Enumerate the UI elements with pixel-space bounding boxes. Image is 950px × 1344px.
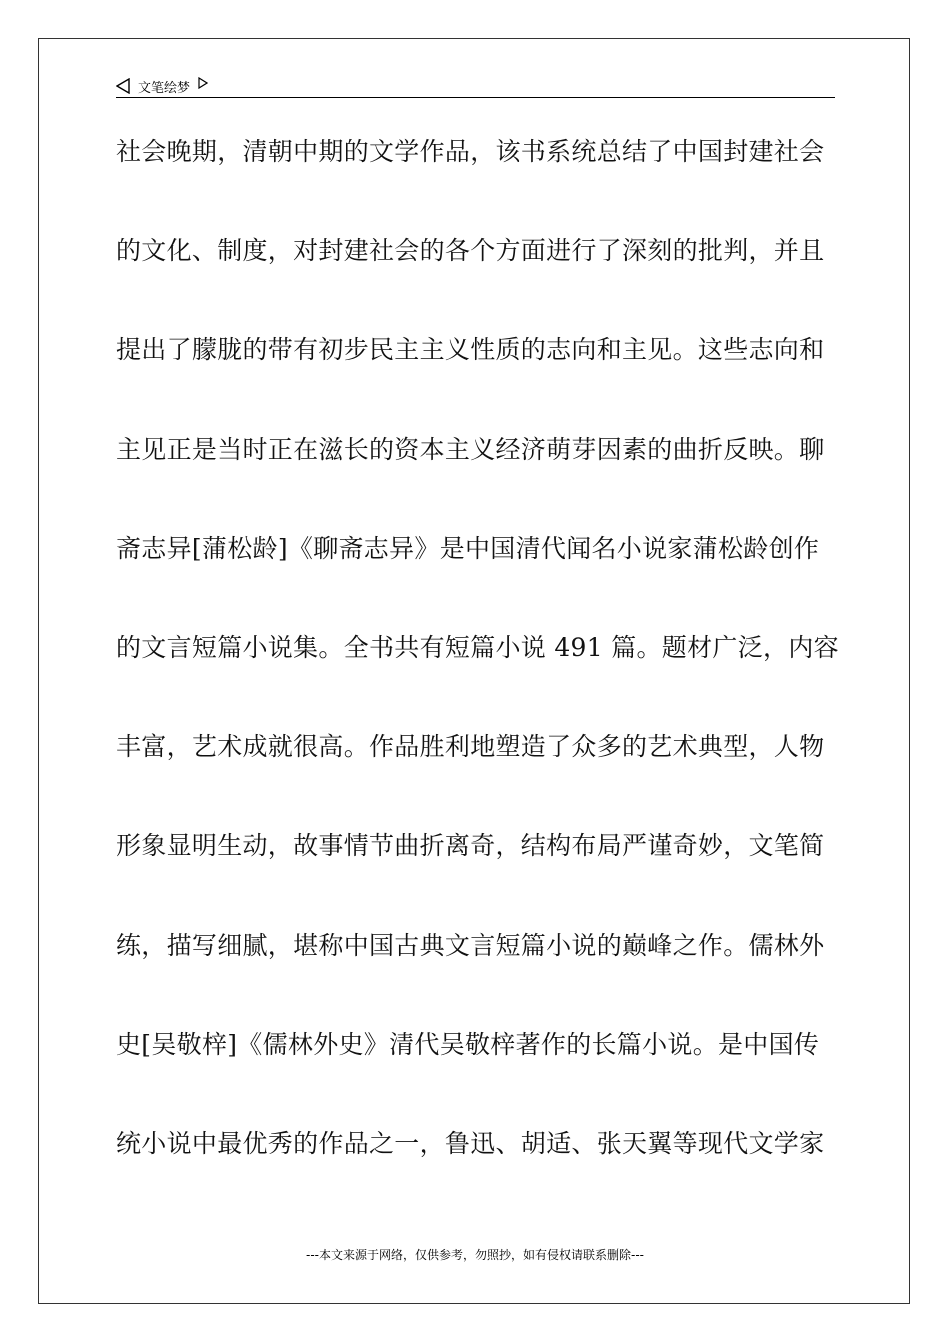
triangle-right-icon: [198, 77, 208, 89]
text-line: 的文言短篇小说集。全书共有短篇小说 491 篇。题材广泛，内容: [116, 632, 839, 662]
text-line: 社会晚期，清朝中期的文学作品，该书系统总结了中国封建社会: [116, 137, 825, 166]
text-line: 提出了朦胧的带有初步民主主义性质的志向和主见。这些志向和: [116, 335, 825, 365]
text-line: 丰富，艺术成就很高。作品胜利地塑造了众多的艺术典型，人物: [116, 732, 825, 762]
triangle-left-icon: [116, 78, 130, 94]
text-line: 形象显明生动，故事情节曲折离奇，结构布局严谨奇妙，文笔简: [116, 831, 825, 861]
header-divider: [116, 97, 835, 98]
page-header: [116, 74, 835, 98]
header-title: 文笔绘梦: [138, 80, 191, 96]
text-line: 的文化、制度，对封建社会的各个方面进行了深刻的批判，并且: [116, 236, 825, 266]
text-line: 史[吴敬梓]《儒林外史》清代吴敬梓著作的长篇小说。是中国传: [116, 1029, 820, 1059]
text-line: 练，描写细腻，堪称中国古典文言短篇小说的巅峰之作。儒林外: [116, 930, 825, 960]
text-line: 主见正是当时正在滋长的资本主义经济萌芽因素的曲折反映。聊: [116, 434, 825, 464]
document-body: [116, 122, 840, 1213]
text-line: 斋志异[蒲松龄]《聊斋志异》是中国清代闻名小说家蒲松龄创作: [116, 533, 820, 563]
page-footer: ---本文来源于网络，仅供参考，勿照抄，如有侵权请联系删除---: [306, 1248, 644, 1262]
text-line: 统小说中最优秀的作品之一，鲁迅、胡适、张天翼等现代文学家: [116, 1128, 825, 1158]
